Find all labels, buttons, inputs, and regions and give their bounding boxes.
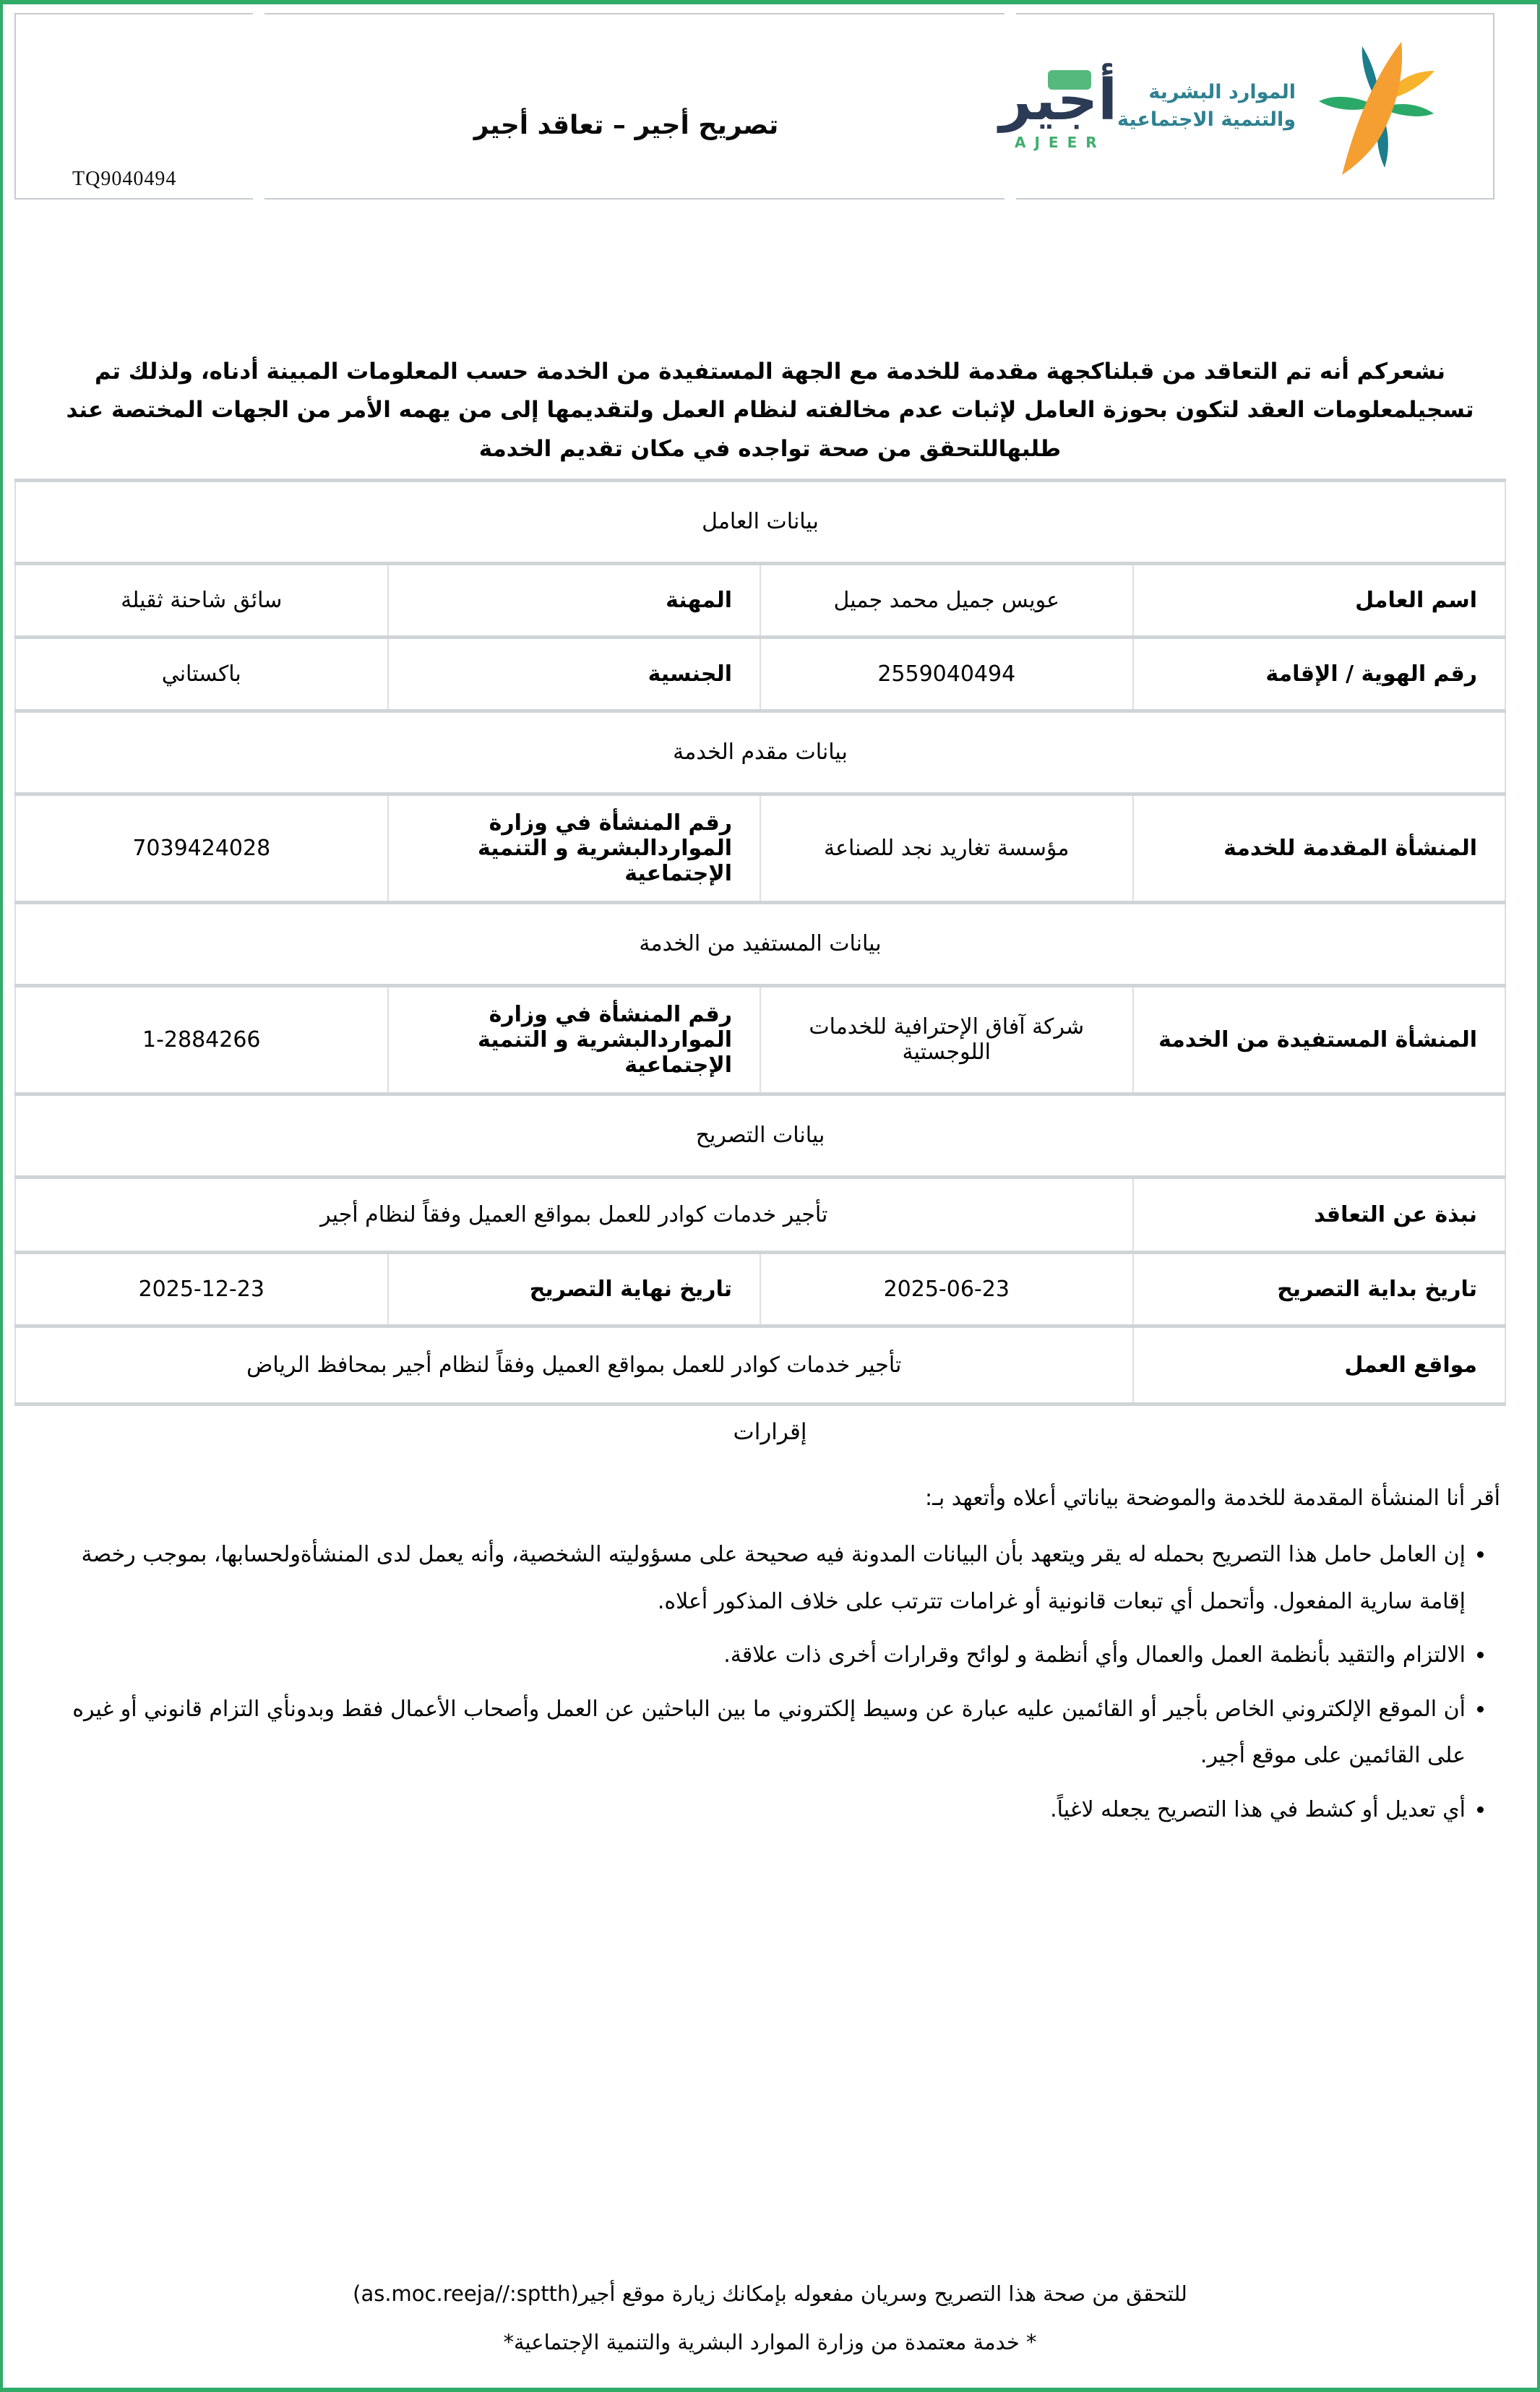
table-row (15, 563, 1505, 637)
worker-section-title: بيانات العامل (15, 480, 1505, 563)
declarations-intro: أقر أنا المنشأة المقدمة للخدمة والموضحة بياناتي أعلاه وأتعهد بـ: (924, 1485, 1500, 1511)
footer-approved-line: * خدمة معتمدة من وزارة الموارد البشرية والتنمية الإجتماعية* (503, 2330, 1037, 2354)
ministry-wordmark-line1: الموارد البشرية (1148, 81, 1296, 104)
declarations-title: إقرارات (733, 1418, 807, 1445)
declarations-list (46, 1532, 1500, 1833)
beneficiary-number-value: 1-2884266 (15, 985, 388, 1094)
beneficiary-number-label: رقم المنشأة في وزارة المواردالبشرية و التنمية الإجتماعية (388, 985, 761, 1094)
provider-name-value: مؤسسة تغاريد نجد للصناعة (760, 794, 1133, 902)
worker-name-value: عويس جميل محمد جميل (760, 563, 1133, 637)
nationality-value: باكستاني (15, 637, 388, 711)
document-footer (3, 2281, 1537, 2354)
header-logos (994, 14, 1493, 198)
ajeer-logo (999, 68, 1117, 151)
table-row (15, 1177, 1505, 1252)
contract-summary-label: نبذة عن التعاقد (1133, 1177, 1506, 1252)
worker-name-label: اسم العامل (1133, 563, 1506, 637)
intro-paragraph: نشعركم أنه تم التعاقد من قبلناكجهة مقدمة للخدمة مع الجهة المستفيدة من الخدمة حسب المعلومات المبينة أدناه، ولذلك تم تسجيلمعلومات العقد لتكون بحوزة العامل لإثبات عدم مخالفته لنظام العمل ولتقديمها إلى من يهمه الأمر من الجهات المختصة عند طلبهاللتحقق من صحة تواجده في مكان تقديم الخدمة (66, 359, 1474, 462)
end-date-value: 2025-12-23 (15, 1252, 388, 1326)
beneficiary-name-label: المنشأة المستفيدة من الخدمة (1133, 985, 1506, 1094)
section-row-beneficiary (15, 902, 1505, 985)
permit-table (14, 479, 1506, 1406)
header-border-gap (1005, 12, 1016, 15)
provider-number-label: رقم المنشأة في وزارة المواردالبشرية و التنمية الإجتماعية (388, 794, 761, 902)
section-row-permit (15, 1094, 1505, 1177)
page-title: تصريح أجير – تعاقد أجير (473, 110, 779, 140)
table-row (15, 637, 1505, 711)
table-row (15, 1252, 1505, 1326)
profession-value: سائق شاحنة ثقيلة (15, 563, 388, 637)
contract-summary-value: تأجير خدمات كوادر للعمل بمواقع العميل وفقاً لنظام أجير (15, 1177, 1133, 1252)
end-date-label: تاريخ نهاية التصريح (388, 1252, 761, 1326)
beneficiary-name-value: شركة آفاق الإحترافية للخدمات اللوجستية (760, 985, 1133, 1094)
nationality-label: الجنسية (388, 637, 761, 711)
provider-number-value: 7039424028 (15, 794, 388, 902)
table-row (15, 985, 1505, 1094)
ministry-wordmark (1117, 79, 1296, 134)
provider-section-title: بيانات مقدم الخدمة (15, 711, 1505, 794)
work-locations-label: مواقع العمل (1133, 1326, 1506, 1404)
beneficiary-section-title: بيانات المستفيد من الخدمة (15, 902, 1505, 985)
section-row-worker (15, 480, 1505, 563)
id-number-value: 2559040494 (760, 637, 1133, 711)
ministry-star-icon (1316, 36, 1440, 181)
ajeer-logo-latin: AJEER (1015, 133, 1106, 151)
start-date-value: 2025-06-23 (760, 1252, 1133, 1326)
declarations-block (46, 1475, 1500, 1834)
profession-label: المهنة (388, 563, 761, 637)
ministry-wordmark-line2: والتنمية الاجتماعية (1117, 108, 1296, 131)
table-row (15, 794, 1505, 902)
header-title-cell (258, 14, 994, 198)
document-header (14, 13, 1494, 200)
declaration-item: • أي تعديل أو كشط في هذا التصريح يجعله لاغياً. (46, 1787, 1466, 1834)
footer-verify-line: للتحقق من صحة هذا التصريح وسريان مفعوله بإمكانك زيارة موقع أجير(as.moc.reeja//:sptth) (353, 2281, 1187, 2306)
start-date-label: تاريخ بداية التصريح (1133, 1252, 1506, 1326)
table-row (15, 1326, 1505, 1404)
permit-number: TQ9040494 (72, 168, 177, 190)
provider-name-label: المنشأة المقدمة للخدمة (1133, 794, 1506, 902)
permit-section-title: بيانات التصريح (15, 1094, 1505, 1177)
declaration-item: • أن الموقع الإلكتروني الخاص بأجير أو القائمين عليه عبارة عن وسيط إلكتروني ما بين الباحثين عن العمل وأصحاب الأعمال فقط وبدونأي التزام قانوني أو غيره على القائمين على موقع أجير. (46, 1686, 1466, 1780)
id-number-label: رقم الهوية / الإقامة (1133, 637, 1506, 711)
ajeer-logo-arabic: أجير (999, 68, 1117, 134)
header-left-cell (16, 14, 258, 198)
declaration-item: • إن العامل حامل هذا التصريح بحمله له يقر ويتعهد بأن البيانات المدونة فيه صحيحة على مسؤوليته الشخصية، وأنه يعمل لدى المنشأةولحسابها، بموجب رخصة إقامة سارية المفعول. وأتحمل أي تبعات قانونية أو غرامات تترتب على خلاف المذكور أعلاه. (46, 1532, 1466, 1625)
work-locations-value: تأجير خدمات كوادر للعمل بمواقع العميل وفقاً لنظام أجير بمحافظ الرياض (15, 1326, 1133, 1404)
header-border-gap (1005, 197, 1016, 200)
section-row-provider (15, 711, 1505, 794)
declaration-item: • الالتزام والتقيد بأنظمة العمل والعمال وأي أنظمة و لوائح وقرارات أخرى ذات علاقة. (46, 1632, 1466, 1679)
